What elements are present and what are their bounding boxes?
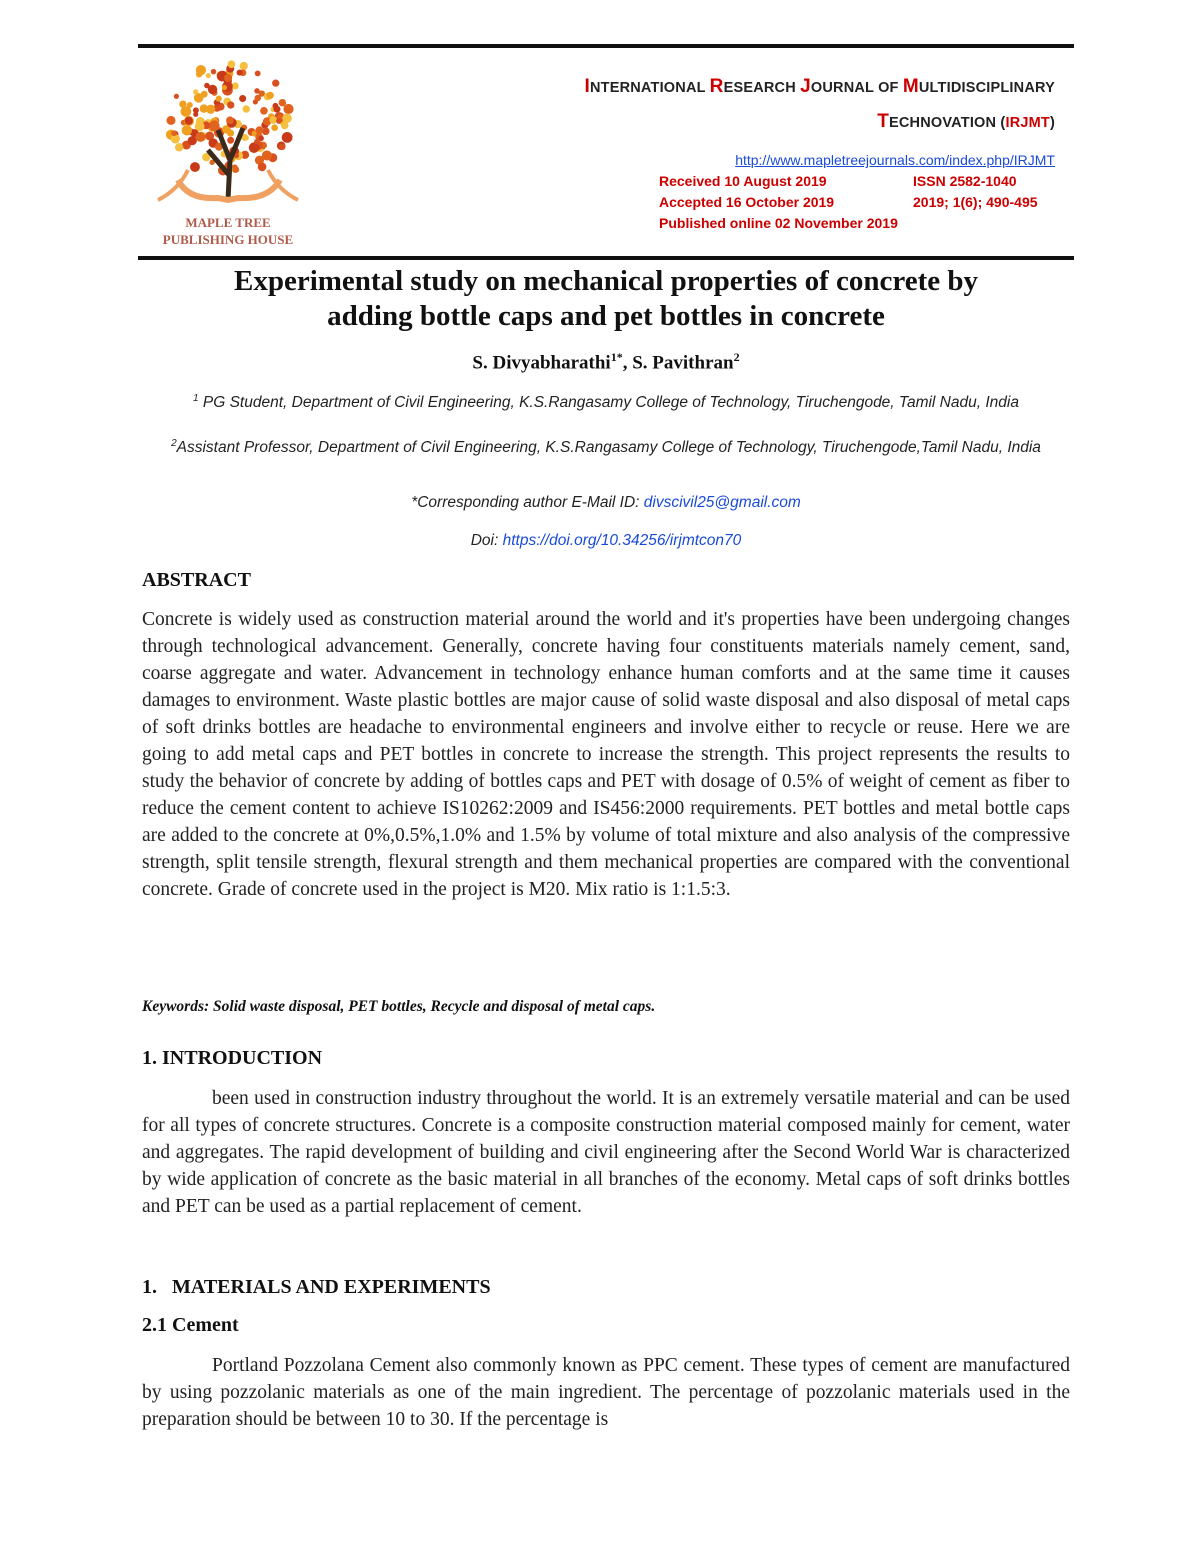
leaf (209, 120, 220, 131)
leaf (281, 122, 289, 130)
leaf (243, 105, 250, 112)
published-date: Published online 02 November 2019 (659, 215, 898, 231)
leaf (254, 88, 260, 94)
leaf (272, 103, 278, 109)
issn: ISSN 2582-1040 (913, 173, 1017, 189)
publisher-logo (148, 50, 308, 250)
corresponding-author (140, 492, 1072, 515)
author-1: S. Divyabharathi (472, 352, 611, 374)
leaf (269, 116, 277, 124)
paper-title (140, 264, 1072, 334)
volume-info: 2019; 1(6); 490-495 (913, 194, 1038, 210)
title-line1: Experimental study on mechanical properties of concrete by (234, 265, 978, 297)
abstract-heading (142, 569, 251, 592)
author-1-sup: 1* (610, 350, 623, 364)
journal-title (585, 70, 1056, 140)
corresponding-label: *Corresponding author E-Mail ID: (411, 494, 644, 511)
leaf (255, 126, 263, 134)
cement-text: Portland Pozzolana Cement also commonly known as PPC cement. These types of cement are manufactured by using pozzolanic materials as one of the main ingredient. The percentage of pozzolanic materials used in the preparation should be between 10 to 30. If the percentage is (142, 1355, 1070, 1430)
initial: M (902, 76, 919, 97)
initial: J (800, 76, 811, 97)
affil-text: PG Student, Department of Civil Engineering, K.S.Rangasamy College of Technology, Tiruchengode, Tamil Nadu, India (198, 394, 1019, 412)
affil-sup: 2 (171, 438, 177, 449)
leaf (227, 130, 234, 137)
authors (140, 350, 1072, 374)
affil-sup: 1 (193, 393, 199, 404)
affiliation-2 (140, 433, 1072, 460)
publication-meta (659, 150, 1055, 234)
word: ESEARCH (723, 80, 801, 96)
journal-title-line2 (585, 105, 1056, 140)
leaf (181, 106, 192, 117)
keywords: Keywords: Solid waste disposal, PET bottles, Recycle and disposal of metal caps. (142, 998, 656, 1015)
leaf (174, 94, 179, 99)
word: OURNAL OF (810, 80, 903, 96)
word: NTERNATIONAL (589, 80, 710, 96)
title-line2: adding bottle caps and pet bottles in concrete (327, 300, 885, 332)
leaf (200, 104, 209, 113)
leaf (182, 125, 192, 135)
author-2: , S. Pavithran (622, 352, 734, 374)
leaf (196, 65, 206, 75)
leaf (185, 117, 193, 125)
leaf (224, 74, 232, 82)
leaf (258, 162, 267, 171)
heading: 1. INTRODUCTION (142, 1047, 323, 1069)
leaf (254, 139, 260, 145)
affiliation-1 (140, 388, 1072, 415)
leaf (279, 144, 285, 150)
abbrev: IRJMT (1005, 115, 1050, 131)
leaf (255, 95, 261, 101)
leaf (201, 91, 208, 98)
leaf (276, 118, 282, 124)
journal-title-line1 (585, 70, 1056, 105)
paren: ) (1049, 115, 1055, 131)
leaf (195, 132, 205, 142)
leaf (240, 62, 248, 70)
initial: R (709, 76, 724, 97)
intro-heading (142, 1047, 322, 1070)
affil-text: Assistant Professor, Department of Civil Engineering, K.S.Rangasamy College of Technology, Tiruchengode,Tamil Nadu, India (176, 439, 1041, 457)
leaf (237, 69, 243, 75)
leaf (282, 114, 292, 124)
leaf (166, 116, 175, 125)
maple-tree-icon (148, 50, 308, 250)
leaf (208, 85, 217, 94)
leaf (239, 95, 246, 102)
heading: 1. MATERIALS AND EXPERIMENTS (142, 1276, 491, 1298)
leaf (193, 112, 198, 117)
materials-heading (142, 1276, 491, 1299)
leaf (282, 132, 293, 143)
doi-link[interactable]: https://doi.org/10.34256/irjmtcon70 (502, 532, 742, 549)
leaf (232, 166, 239, 173)
received-date: Received 10 August 2019 (659, 173, 827, 189)
word: ECHNOVATION ( (889, 115, 1006, 131)
leaf (279, 99, 286, 106)
cement-heading (142, 1314, 239, 1337)
leaf (227, 101, 234, 108)
leaf (260, 107, 268, 115)
header-top-rule (138, 44, 1074, 48)
leaf (222, 85, 227, 90)
leaf (262, 150, 272, 160)
leaf (195, 122, 205, 132)
leaf (175, 143, 183, 151)
logo-text-line1: MAPLE TREE (185, 215, 271, 230)
leaf (211, 69, 217, 75)
header-bottom-rule (138, 256, 1074, 260)
leaf (271, 124, 278, 131)
doi-label: Doi: (470, 532, 503, 549)
accepted-date: Accepted 16 October 2019 (659, 194, 835, 210)
doi (140, 530, 1072, 553)
leaf (232, 82, 239, 89)
email-link[interactable]: divscivil25@gmail.com (643, 494, 801, 511)
author-2-sup: 2 (733, 350, 740, 364)
initial: T (877, 111, 890, 132)
leaf (266, 92, 273, 99)
leaf (255, 71, 261, 77)
leaf (190, 162, 200, 172)
leaf (206, 73, 211, 78)
leaf (188, 136, 197, 145)
intro-text: been used in construction industry throughout the world. It is an extremely versatile material and can be used for all types of concrete structures. Concrete is a composite construction material composed mainly for cement, water and aggregates. The rapid development of building and civil engineering after the Second World War is characterized by wide application of concrete as the basic material in all branches of the economy. Metal caps of soft drinks bottles and PET can be used as a partial replacement of cement. (142, 1088, 1070, 1217)
leaf (283, 104, 293, 114)
abstract-text: Concrete is widely used as construction material around the world and it's properties have been undergoing changes through technological advancement. Generally, concrete having four constituents materials namely cement, sand, coarse aggregate and water. Advancement in technology enhance human comforts and at the same time it causes damages to environment. Waste plastic bottles are major cause of solid waste disposal and also disposal of metal caps of soft drinks bottles are headache to environmental engineers and involve either to recycle or reuse. Here we are going to add metal caps and PET bottles in concrete to increase the strength. This project represents the results to study the behavior of concrete by adding of bottles caps and PET with dosage of 0.5% of weight of cement as fiber to reduce the cement content to achieve IS10262:2009 and IS456:2000 requirements. PET bottles and metal bottle caps are added to the concrete at 0%,0.5%,1.0% and 1.5% by volume of total mixture and also analysis of the compressive strength, split tensile strength, flexural strength and them mechanical properties are compared with the conventional concrete. Grade of concrete used in the project is M20. Mix ratio is 1:1.5:3. (142, 609, 1070, 900)
leaf (272, 80, 279, 87)
leaf (228, 60, 236, 68)
heading: 2.1 Cement (142, 1314, 239, 1336)
word: ULTIDISCIPLINARY (918, 80, 1055, 96)
heading: ABSTRACT (142, 569, 251, 591)
leaf (193, 89, 198, 94)
leaf (171, 130, 177, 136)
leaf (227, 137, 234, 144)
initial: I (584, 76, 590, 97)
leaf (222, 126, 227, 131)
leaf (226, 116, 234, 124)
leaf (216, 96, 222, 102)
logo-text-line2: PUBLISHING HOUSE (162, 232, 294, 247)
journal-url-link[interactable]: http://www.mapletreejournals.com/index.php/IRJMT (735, 152, 1055, 168)
